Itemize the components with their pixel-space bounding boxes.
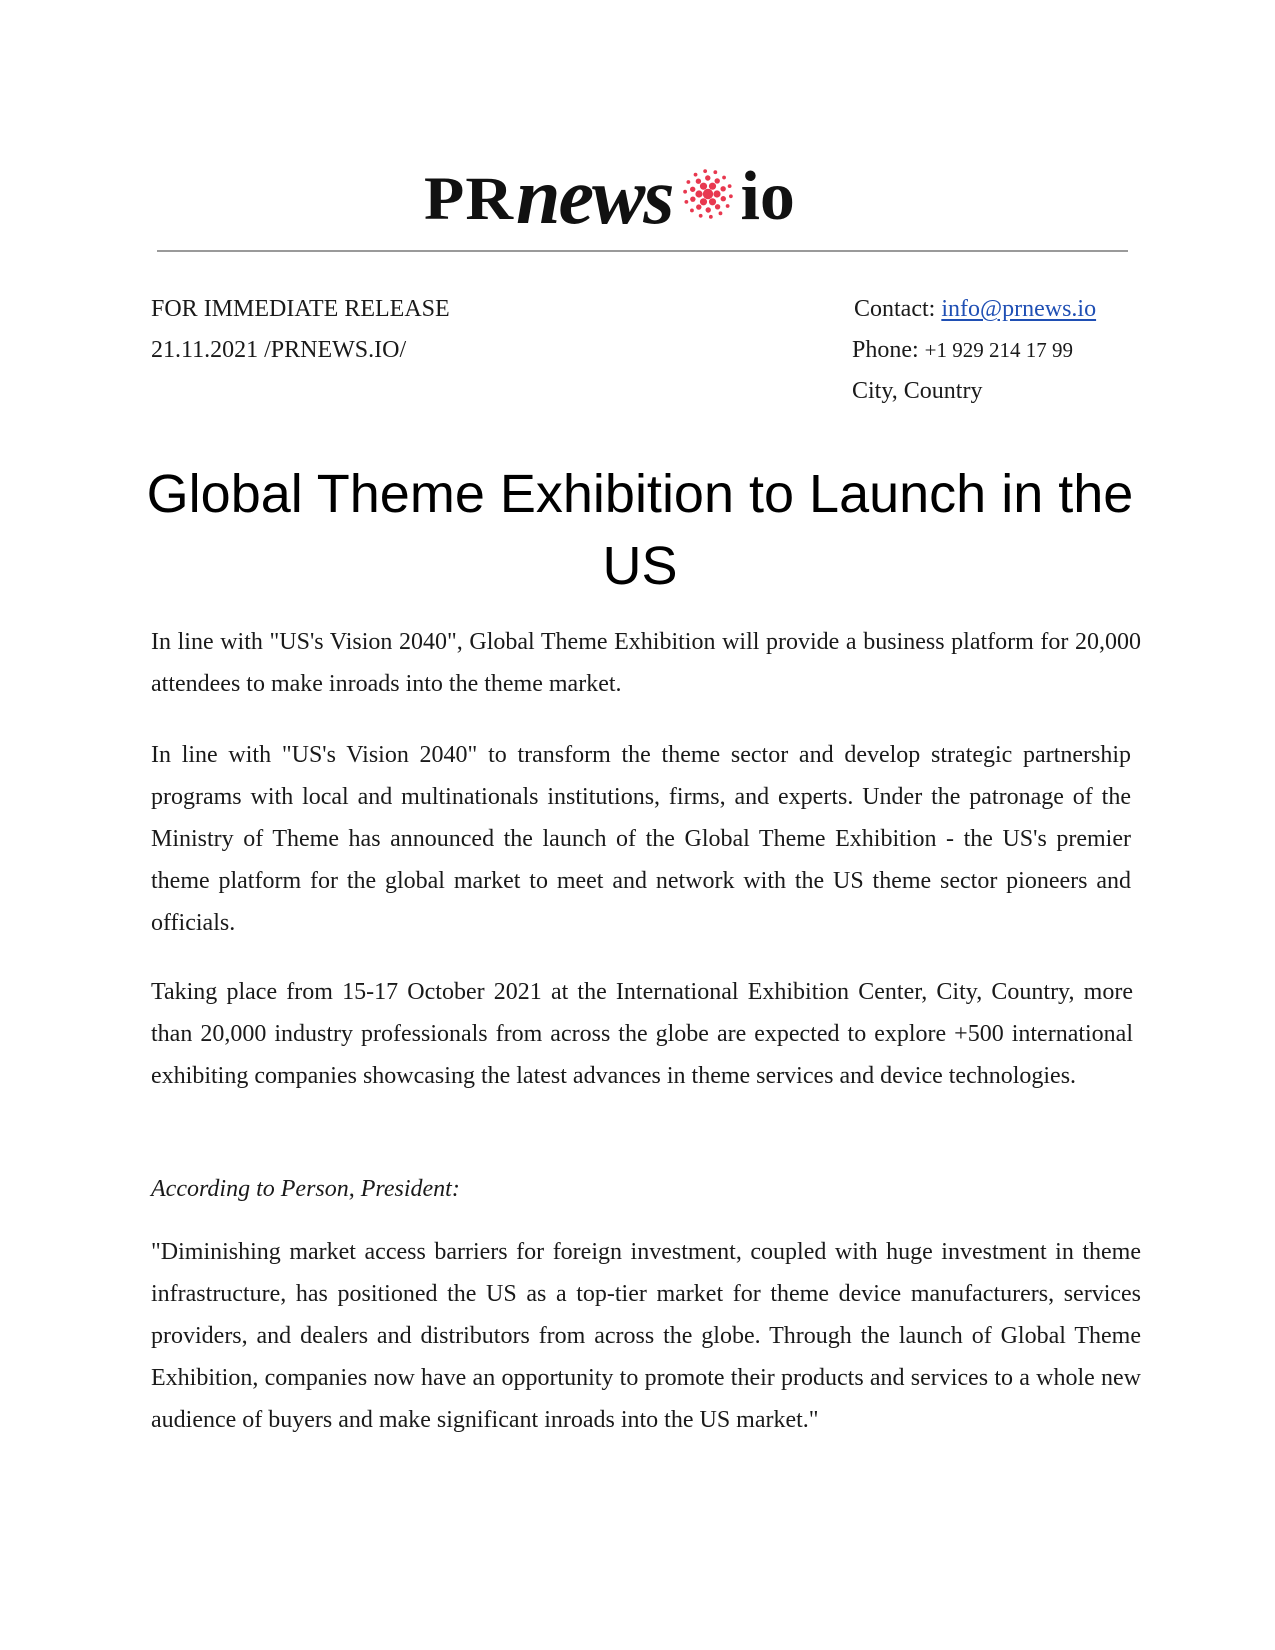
quote-paragraph: "Diminishing market access barriers for foreign investment, coupled with huge investment in theme infrastructure, has positioned the US as a top-tier market for theme device manufacturers, services providers, and dealers and distributors from across the globe. Through the launch of Global Theme Exhibition, companies now have an opportunity to promote their products and services to a whole new audience of buyers and make significant inroads into the US market.": [151, 1239, 1141, 1433]
headline: Global Theme Exhibition to Launch in the US: [146, 464, 1134, 596]
prnews-logo: [424, 146, 795, 241]
release-info: [151, 289, 450, 371]
contact-line: [854, 289, 1096, 330]
paragraph-event-details: Taking place from 15-17 October 2021 at the International Exhibition Center, City, Country, more than 20,000 industry professionals from across the globe are expected to explore +500 international exhibiting companies showcasing the latest advances in theme services and device technologies.: [151, 979, 1133, 1089]
dateline: 21.11.2021 /PRNEWS.IO/: [151, 337, 407, 363]
location: City, Country: [852, 378, 983, 404]
logo-text-io: io: [740, 158, 795, 235]
contact-email-link[interactable]: info@prnews.io: [941, 296, 1097, 322]
phone-label: Phone:: [852, 337, 925, 363]
header-divider: [157, 250, 1128, 252]
contact-label: Contact:: [854, 296, 942, 322]
release-label: FOR IMMEDIATE RELEASE: [151, 296, 450, 322]
quote-attribution: According to Person, President:: [151, 1176, 460, 1202]
logo-text-news: news: [515, 153, 673, 241]
dot-burst-icon: [680, 166, 736, 222]
contact-info: [852, 289, 1096, 412]
logo-text-pr: PR: [424, 164, 514, 233]
paragraph-announcement: In line with "US's Vision 2040" to transform the theme sector and develop strategic partnership programs with local and multinationals institutions, firms, and experts. Under the patronage of the Ministry of Theme has announced the launch of the Global Theme Exhibition - the US's premier theme platform for the global market to meet and network with the US theme sector pioneers and officials.: [151, 742, 1131, 936]
phone-line: [852, 330, 1096, 371]
paragraph-intro: In line with "US's Vision 2040", Global Theme Exhibition will provide a business platform for 20,000 attendees to make inroads into the theme market.: [151, 629, 1141, 697]
phone-number: +1 929 214 17 99: [924, 338, 1074, 362]
